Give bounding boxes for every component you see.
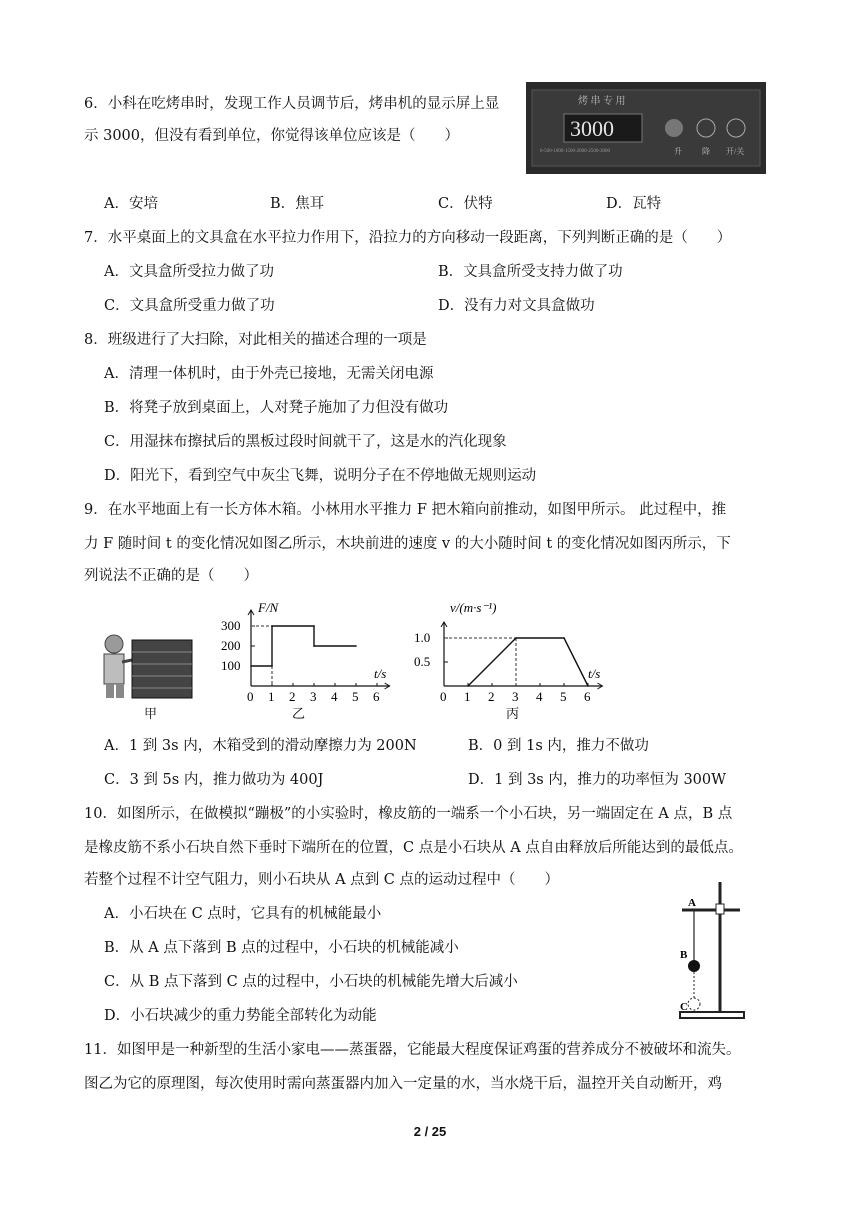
data-point [313, 625, 315, 627]
q6-option-b: B．焦耳 [270, 196, 325, 212]
series-line [468, 638, 588, 686]
x-tick-label: 5 [352, 689, 359, 704]
point-b-label: B [680, 949, 688, 961]
graph-v-ylabel: v/(m·s⁻¹) [450, 600, 497, 615]
photo-panel-title: 烤 串 专 用 [578, 96, 626, 107]
x-tick-label: 2 [488, 689, 495, 704]
point-a-label: A [688, 897, 696, 909]
y-tick-label: 300 [221, 618, 241, 633]
q7-option-d: D．没有力对文具盒做功 [438, 298, 595, 314]
data-point [250, 665, 252, 667]
figure-bing-label: 丙 [506, 706, 520, 721]
q11-stem-line1: 11．如图甲是一种新型的生活小家电——蒸蛋器，它能最大程度保证鸡蛋的营养成分不被破坏和流失。 [84, 1042, 741, 1058]
data-point [271, 665, 273, 667]
x-tick-label: 0 [440, 689, 447, 704]
y-tick-label: 200 [221, 638, 241, 653]
q6-stem-line2: 示 3000，但没有看到单位，你觉得该单位应该是（ ） [84, 128, 460, 144]
figure-jia-person-pushing-box [98, 630, 208, 722]
q9-option-b: B．0 到 1s 内，推力不做功 [468, 738, 649, 754]
q6-option-c: C．伏特 [438, 196, 493, 212]
q9-option-a: A．1 到 3s 内，木箱受到的滑动摩擦力为 200N [104, 738, 417, 754]
graph-f-xlabel: t/s [374, 666, 387, 681]
q10-option-c: C．从 B 点下落到 C 点的过程中，小石块的机械能先增大后减小 [104, 974, 518, 990]
photo-btn-down: 降 [702, 147, 710, 156]
q10-stem-line3: 若整个过程不计空气阻力，则小石块从 A 点到 C 点的运动过程中（ ） [84, 872, 559, 888]
graph-f-ylabel: F/N [258, 600, 279, 615]
figure-jia-label: 甲 [144, 706, 158, 721]
q7-option-c: C．文具盒所受重力做了功 [104, 298, 275, 314]
q9-stem-line1: 9．在水平地面上有一长方体木箱。小林用水平推力 F 把木箱向前推动，如图甲所示。 此过程中，推 [84, 502, 727, 518]
q9-stem-line2: 力 F 随时间 t 的变化情况如图乙所示，木块前进的速度 v 的大小随时间 t 的变化情况如图丙所示，下 [84, 536, 731, 552]
photo-scale: 0-500-1000-1500-2000-2500-3000 [540, 149, 610, 154]
q8-option-a: A．清理一体机时，由于外壳已接地，无需关闭电源 [104, 366, 434, 382]
data-point [467, 685, 469, 687]
data-point [355, 645, 357, 647]
page-number: 2 / 25 [413, 1124, 447, 1139]
q8-option-d: D．阳光下，看到空气中灰尘飞舞，说明分子在不停地做无规则运动 [104, 468, 537, 484]
q9-stem-line3: 列说法不正确的是（ ） [84, 568, 258, 584]
figure-bing-velocity-time-graph [416, 598, 612, 722]
q6-stem-line1: 6．小科在吃烤串时，发现工作人员调节后，烤串机的显示屏上显 [84, 96, 500, 112]
q7-option-b: B．文具盒所受支持力做了功 [438, 264, 623, 280]
figure-yi-force-time-graph [218, 598, 394, 722]
x-tick-label: 3 [310, 689, 317, 704]
grill-machine-photo [526, 82, 766, 174]
figure-bungee-apparatus [668, 878, 758, 1024]
q10-stem-line2: 是橡皮筋不系小石块自然下垂时下端所在的位置，C 点是小石块从 A 点自由释放后所能达到的最低点。 [84, 840, 743, 856]
q10-option-d: D．小石块减少的重力势能全部转化为动能 [104, 1008, 377, 1024]
photo-btn-up: 升 [674, 147, 682, 156]
q10-option-a: A．小石块在 C 点时，它具有的机械能最小 [104, 906, 382, 922]
data-point [313, 645, 315, 647]
q10-option-b: B．从 A 点下落到 B 点的过程中，小石块的机械能减小 [104, 940, 459, 956]
x-tick-label: 5 [560, 689, 567, 704]
x-tick-label: 6 [584, 689, 591, 704]
x-tick-label: 4 [536, 689, 543, 704]
q7-option-a: A．文具盒所受拉力做了功 [104, 264, 274, 280]
y-tick-label: 1.0 [414, 630, 431, 645]
q8-option-c: C．用湿抹布擦拭后的黑板过段时间就干了，这是水的汽化现象 [104, 434, 507, 450]
figure-yi-label: 乙 [292, 706, 306, 721]
q6-option-a: A．安培 [104, 196, 158, 212]
data-point [515, 637, 517, 639]
q8-option-b: B．将凳子放到桌面上，人对凳子施加了力但没有做功 [104, 400, 449, 416]
x-tick-label: 3 [512, 689, 519, 704]
graph-v-xlabel: t/s [588, 666, 601, 681]
data-point [563, 637, 565, 639]
q7-stem: 7．水平桌面上的文具盒在水平拉力作用下，沿拉力的方向移动一段距离，下列判断正确的是（ ） [84, 230, 732, 246]
data-point [587, 685, 589, 687]
x-tick-label: 6 [373, 689, 380, 704]
photo-display-digits: 3000 [570, 116, 614, 141]
photo-btn-power: 开/关 [726, 147, 745, 156]
q9-option-d: D．1 到 3s 内，推力的功率恒为 300W [468, 772, 727, 788]
q9-option-c: C．3 到 5s 内，推力做功为 400J [104, 772, 324, 788]
series-line [251, 626, 356, 666]
y-tick-label: 0.5 [414, 654, 431, 669]
x-tick-label: 1 [268, 689, 275, 704]
q11-stem-line2: 图乙为它的原理图，每次使用时需向蒸蛋器内加入一定量的水，当水烧干后，温控开关自动断开，鸡 [84, 1076, 722, 1092]
x-tick-label: 1 [464, 689, 471, 704]
x-tick-label: 2 [289, 689, 296, 704]
q6-option-d: D．瓦特 [606, 196, 662, 212]
data-point [271, 625, 273, 627]
q8-stem: 8．班级进行了大扫除，对此相关的描述合理的一项是 [84, 332, 427, 348]
point-c-label: C [680, 1001, 688, 1013]
x-tick-label: 0 [247, 689, 254, 704]
x-tick-label: 4 [331, 689, 338, 704]
q10-stem-line1: 10．如图所示，在做模拟“蹦极”的小实验时，橡皮筋的一端系一个小石块，另一端固定在 A 点，B 点 [84, 806, 733, 822]
y-tick-label: 100 [221, 658, 241, 673]
